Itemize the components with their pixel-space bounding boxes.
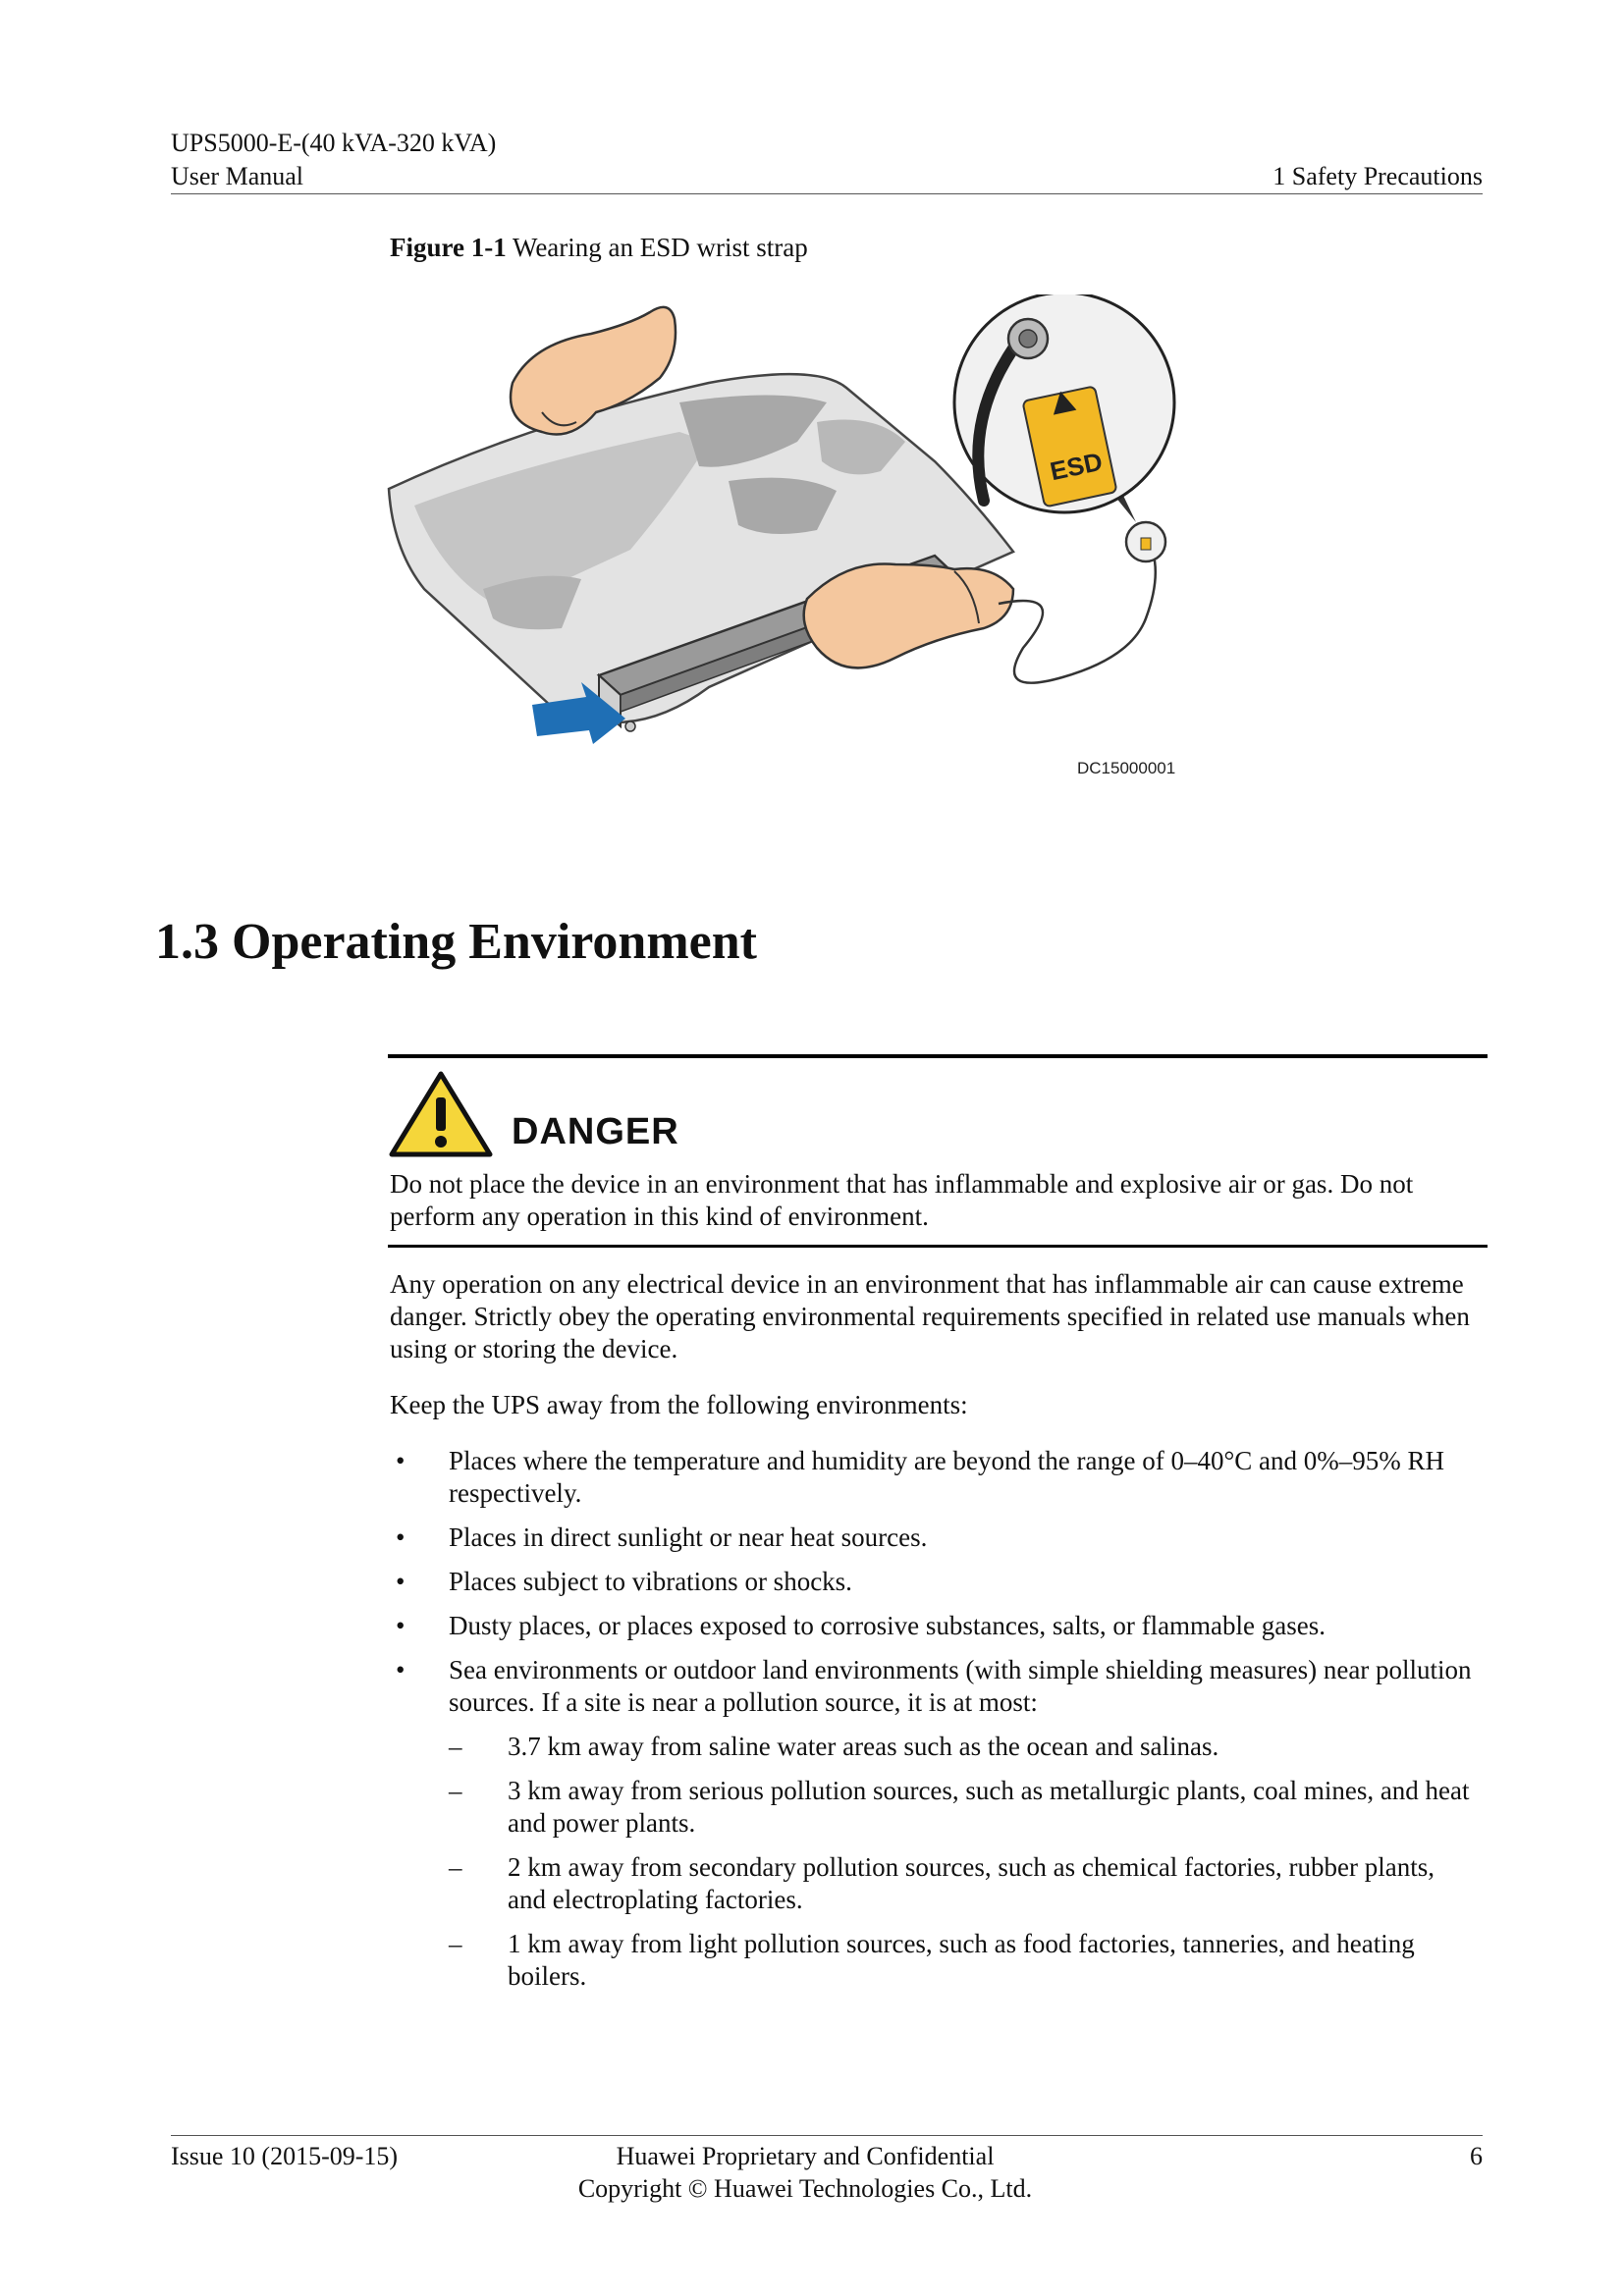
esd-label: ESD: [1047, 446, 1106, 487]
environment-list: [390, 1445, 1478, 2004]
right-hand: [804, 563, 1013, 667]
ground-cord: [999, 552, 1156, 683]
list-item: • Sea environments or outdoor land environments (with simple shielding measures) near pollution sources. If a site is near a pollution source, it is at most: – 3.7 km away from saline water areas such as the ocean and salinas. – 3 km away from serious pollution sources, such as metallurgic plants, coal mines, and heat and power plants. – 2 km away from secondary pollution sources, such as chemical factories, rubber plants, and electroplating factories. – 1 km away from light pollution sources, such as food factories, tanneries, and heating boilers.: [390, 1654, 1478, 1993]
footer-divider: [171, 2135, 1483, 2136]
list-item: • Places where the temperature and humidity are beyond the range of 0–40°C and 0%–95% RH respectively.: [396, 1446, 1444, 1508]
list-item: • Places subject to vibrations or shocks.: [396, 1567, 852, 1596]
footer-copyright: Copyright © Huawei Technologies Co., Ltd.: [577, 2174, 1033, 2203]
footer-issue: Issue 10 (2015-09-15): [171, 2142, 399, 2170]
sub-list-item: – 3 km away from serious pollution sources, such as metallurgic plants, coal mines, and heat and power plants.: [449, 1776, 1470, 1838]
sub-list-item: – 1 km away from light pollution sources, such as food factories, tanneries, and heating boilers.: [449, 1929, 1415, 1991]
header-chapter: 1 Safety Precautions: [1272, 162, 1483, 190]
zoom-detail: [954, 294, 1174, 512]
esd-wrist-strap-figure: [385, 294, 1190, 805]
figure-code: DC15000001: [1077, 759, 1176, 777]
sub-list-item: – 3.7 km away from saline water areas such as the ocean and salinas.: [449, 1732, 1219, 1761]
danger-top-rule: [388, 1054, 1488, 1058]
header-product: UPS5000-E-(40 kVA-320 kVA): [171, 129, 497, 157]
body-paragraph-1: Any operation on any electrical device in an environment that has inflammable air can cause extreme danger. Strictly obey the operating environmental requirements specified in related use manuals when using or storing the device.: [390, 1269, 1470, 1363]
section-heading: 1.3 Operating Environment: [155, 914, 757, 970]
header-doc-type: User Manual: [171, 162, 304, 190]
list-item: • Dusty places, or places exposed to corrosive substances, salts, or flammable gases.: [396, 1611, 1326, 1640]
figure-caption: [390, 233, 808, 263]
danger-bottom-rule: [388, 1245, 1488, 1248]
figure-label: Figure 1-1: [390, 233, 507, 262]
body-paragraph-2: Keep the UPS away from the following environments:: [390, 1390, 968, 1419]
danger-text: Do not place the device in an environment that has inflammable and explosive air or gas. Do not perform any operation in this kind of environment.: [390, 1169, 1414, 1231]
header-divider: [171, 193, 1483, 194]
esd-illustration: [385, 294, 1190, 805]
figure-title: Wearing an ESD wrist strap: [513, 233, 808, 262]
page-number: 6: [1470, 2142, 1483, 2170]
list-item: • Places in direct sunlight or near heat sources.: [396, 1522, 928, 1552]
danger-label: DANGER: [512, 1111, 679, 1152]
footer-confidential: Huawei Proprietary and Confidential: [616, 2142, 995, 2170]
ground-point: [1126, 522, 1165, 561]
warning-triangle-icon: [388, 1070, 494, 1163]
sub-list-item: – 2 km away from secondary pollution sources, such as chemical factories, rubber plants, and electroplating factories.: [449, 1852, 1435, 1914]
pollution-distance-list: [449, 1731, 1478, 1993]
